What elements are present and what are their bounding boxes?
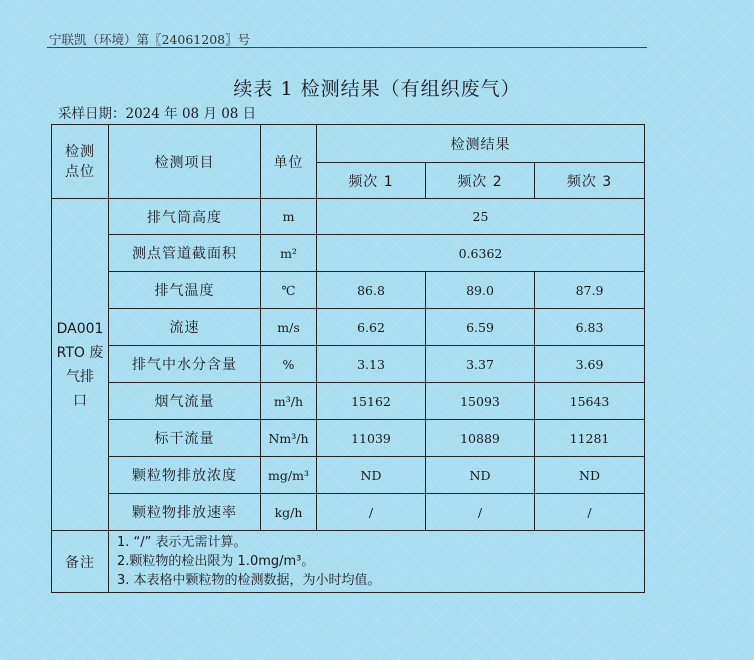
row-item: 标干流量 — [109, 420, 261, 457]
row-merged-value: 0.6362 — [317, 235, 645, 272]
row-unit: m/s — [261, 309, 317, 346]
header-unit: 单位 — [261, 125, 317, 199]
point-cell — [52, 199, 109, 531]
row-unit: ℃ — [261, 272, 317, 309]
row-value-3: ND — [535, 457, 645, 494]
row-value-1: 6.62 — [317, 309, 426, 346]
remark-item: 3. 本表格中颗粒物的检测数据，为小时均值。 — [117, 573, 381, 588]
row-value-2: ND — [426, 457, 535, 494]
point-name: DA001 RTO 废 气排 口 — [56, 320, 104, 409]
row-item: 排气筒高度 — [109, 199, 261, 235]
remark-item: 2.颗粒物的检出限为 1.0mg/m³。 — [117, 554, 315, 569]
row-item: 排气温度 — [109, 272, 261, 309]
header-freq-3: 频次 3 — [535, 163, 645, 199]
row-unit: m — [261, 199, 317, 235]
header-divider — [47, 47, 647, 48]
row-merged-value: 25 — [317, 199, 645, 235]
header-results: 检测结果 — [317, 125, 645, 163]
row-value-1: ND — [317, 457, 426, 494]
row-unit: m² — [261, 235, 317, 272]
row-unit: mg/m³ — [261, 457, 317, 494]
row-value-2: 15093 — [426, 383, 535, 420]
header-point — [52, 125, 109, 199]
row-value-3: 15643 — [535, 383, 645, 420]
row-value-1: 15162 — [317, 383, 426, 420]
row-item: 颗粒物排放浓度 — [109, 457, 261, 494]
row-value-1: 11039 — [317, 420, 426, 457]
row-item: 颗粒物排放速率 — [109, 494, 261, 531]
header-item: 检测项目 — [109, 125, 261, 199]
document-number: 宁联凯（环境）第〖24061208〗号 — [49, 32, 251, 47]
row-item: 排气中水分含量 — [109, 346, 261, 383]
remarks-content — [109, 531, 645, 593]
row-unit: m³/h — [261, 383, 317, 420]
row-item: 烟气流量 — [109, 383, 261, 420]
row-value-3: 6.83 — [535, 309, 645, 346]
results-table — [51, 124, 645, 593]
row-value-1: 3.13 — [317, 346, 426, 383]
row-value-3: 11281 — [535, 420, 645, 457]
row-item: 流速 — [109, 309, 261, 346]
table-title: 续表 1 检测结果（有组织废气） — [233, 78, 521, 100]
row-value-3: / — [535, 494, 645, 531]
row-value-3: 3.69 — [535, 346, 645, 383]
row-unit: % — [261, 346, 317, 383]
row-value-2: 3.37 — [426, 346, 535, 383]
row-unit: Nm³/h — [261, 420, 317, 457]
header-point-label: 检测 点位 — [65, 143, 95, 180]
remark-item: 1. “/” 表示无需计算。 — [117, 535, 247, 550]
row-item: 测点管道截面积 — [109, 235, 261, 272]
row-value-2: 10889 — [426, 420, 535, 457]
row-value-3: 87.9 — [535, 272, 645, 309]
row-unit: kg/h — [261, 494, 317, 531]
row-value-2: / — [426, 494, 535, 531]
header-freq-1: 频次 1 — [317, 163, 426, 199]
sampling-date: 采样日期：2024 年 08 月 08 日 — [58, 106, 257, 122]
remarks-label: 备注 — [52, 531, 109, 593]
row-value-1: 86.8 — [317, 272, 426, 309]
row-value-1: / — [317, 494, 426, 531]
row-value-2: 6.59 — [426, 309, 535, 346]
row-value-2: 89.0 — [426, 272, 535, 309]
header-freq-2: 频次 2 — [426, 163, 535, 199]
